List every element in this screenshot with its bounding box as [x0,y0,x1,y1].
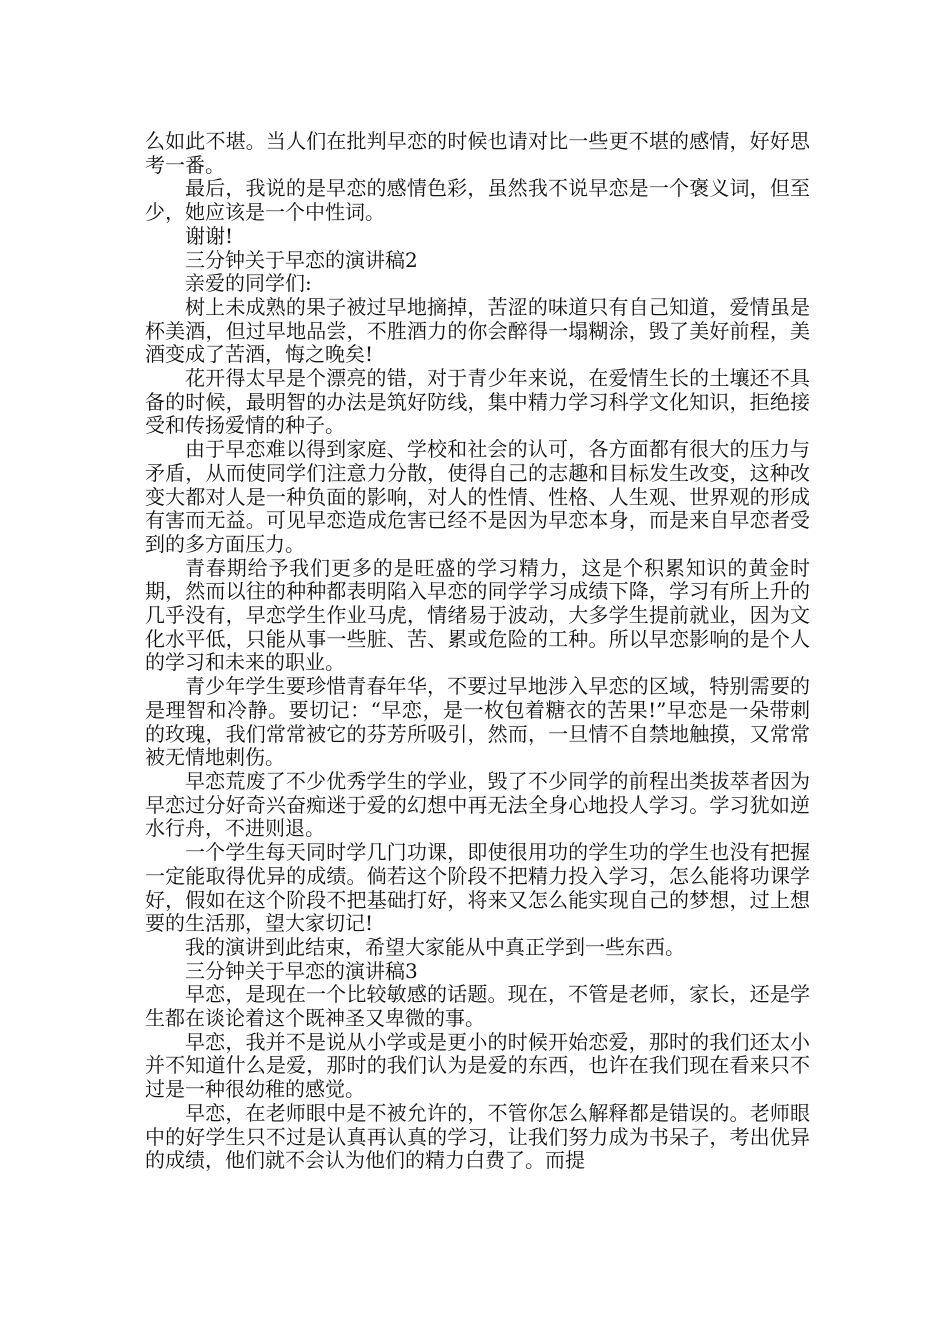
paragraph: 早恋，是现在一个比较敏感的话题。现在，不管是老师，家长，还是学生都在谈论着这个既神圣又卑微的事。 [145,982,810,1031]
section-heading: 三分钟关于早恋的演讲稿3 [185,958,418,983]
paragraph: 早恋，在老师眼中是不被允许的，不管你怎么解释都是错误的。老师眼中的好学生只不过是认真再认真的学习，让我们努力成为书呆子，考出优异的成绩，他们就不会认为他们的精力白费了。而提 [145,1100,810,1173]
salutation: 亲爱的同学们: [185,271,312,296]
section-heading: 三分钟关于早恋的演讲稿2 [185,247,418,272]
paragraph: 么如此不堪。当人们在批判早恋的时候也请对比一些更不堪的感情，好好思考一番。 [145,129,810,177]
paragraph: 青少年学生要珍惜青春年华，不要过早地涉入早恋的区域，特别需要的是理智和冷静。要切记：“早恋，是一枚包着糖衣的苦果!”早恋是一朵带刺的玫瑰，我们常常被它的芬芳所吸引，然而，一旦情不自禁地触摸，又常常被无情地刺伤。 [145,674,810,770]
paragraph: 谢谢! [185,223,234,248]
paragraph: 青春期给予我们更多的是旺盛的学习精力，这是个积累知识的黄金时期，然而以往的种种都表明陷入早恋的同学学习成绩下降，学习有所上升的几乎没有，早恋学生作业马虎，情绪易于波动，大多学生提前就业，因为文化水平低，只能从事一些脏、苦、累或危险的工种。所以早恋影响的是个人的学习和未来的职业。 [145,555,810,675]
paragraph: 一个学生每天同时学几门功课，即使很用功的学生功的学生也没有把握一定能取得优异的成绩。倘若这个阶段不把精力投入学习，怎么能将功课学好，假如在这个阶段不把基础打好，将来又怎么能实现自己的梦想，过上想要的生活那，望大家切记! [145,840,810,936]
paragraph: 我的演讲到此结束，希望大家能从中真正学到一些东西。 [185,934,685,959]
paragraph: 早恋荒废了不少优秀学生的学业，毁了不少同学的前程出类拔萃者因为早恋过分好奇兴奋痴迷于爱的幻想中再无法全身心地投人学习。学习犹如逆水行舟，不进则退。 [145,768,810,841]
document-page [145,130,810,1173]
paragraph: 早恋，我并不是说从小学或是更小的时候开始恋爱，那时的我们还太小并不知道什么是爱，那时的我们认为是爱的东西，也许在我们现在看来只不过是一种很幼稚的感觉。 [145,1029,810,1102]
paragraph: 花开得太早是个漂亮的错，对于青少年来说，在爱情生长的土壤还不具备的时候，最明智的办法是筑好防线，集中精力学习科学文化知识，拒绝接受和传扬爱情的种子。 [145,366,810,438]
paragraph: 最后，我说的是早恋的感情色彩，虽然我不说早恋是一个褒义词，但至少，她应该是一个中性词。 [145,176,810,225]
paragraph: 由于早恋难以得到家庭、学校和社会的认可，各方面都有很大的压力与矛盾，从而使同学们注意力分散，使得自己的志趣和目标发生改变，这种改变大都对人是一种负面的影响，对人的性情、性格、人生观、世界观的形成有害而无益。可见早恋造成危害已经不是因为早恋本身，而是来自早恋者受到的多方面压力。 [145,437,810,556]
paragraph: 树上未成熟的果子被过早地摘掉，苦涩的味道只有自己知道，爱情虽是杯美酒，但过早地品尝，不胜酒力的你会醉得一塌糊涂，毁了美好前程，美酒变成了苦酒，悔之晚矣! [145,294,810,367]
